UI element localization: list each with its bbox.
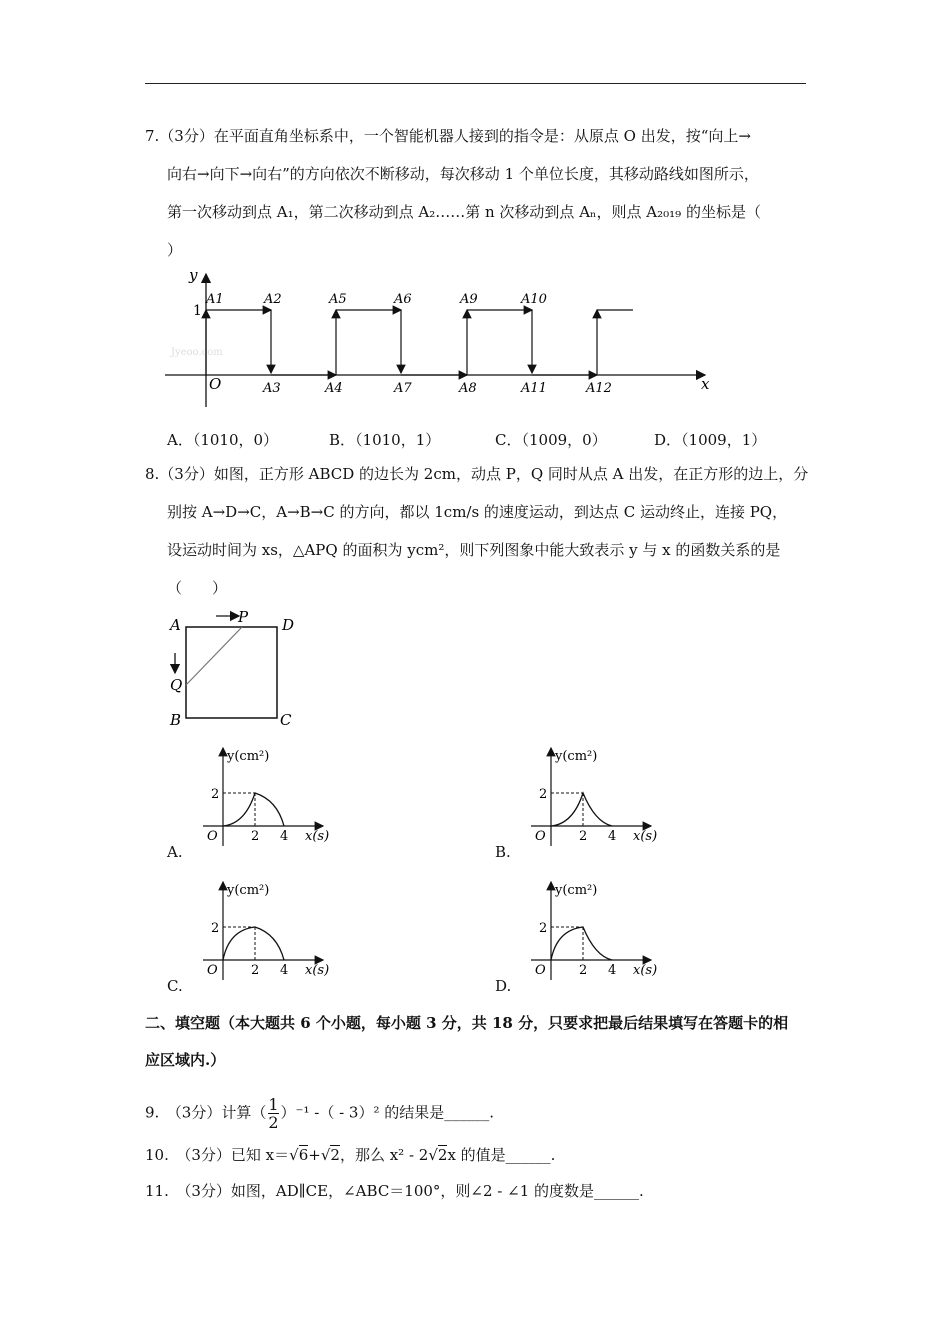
graph-xlabel: x(s): [305, 963, 330, 978]
square-label-p: P: [238, 608, 249, 626]
q7-origin-label: O: [209, 375, 222, 393]
graph-tick-4: 4: [608, 963, 617, 978]
square-label-d: D: [282, 616, 295, 634]
q10-suffix: x 的值是______.: [447, 1146, 556, 1164]
q10-plus: +: [308, 1146, 321, 1164]
graph-origin: O: [535, 963, 546, 978]
q7-point-label: A4: [325, 381, 343, 396]
q8-graph-d: [523, 876, 663, 986]
q7-option-a[interactable]: A．（1010，0）: [167, 431, 279, 449]
q7-robot-path-figure: [165, 262, 725, 412]
graph-tick-4: 4: [608, 829, 617, 844]
graph-xlabel: x(s): [633, 963, 658, 978]
radical-icon: √: [289, 1146, 299, 1164]
graph-tick-2: 2: [579, 963, 588, 978]
square-label-c: C: [280, 711, 292, 729]
graph-tick-4: 4: [280, 829, 289, 844]
q7-point-label: A10: [521, 292, 547, 307]
q8-text-line-3: 设运动时间为 xs，△APQ 的面积为 ycm²，则下列图象中能大致表示 y 与 x 的函数关系的是: [167, 541, 781, 559]
section2-heading-line-2: 应区域内.）: [145, 1051, 226, 1069]
q9-denominator: 2: [268, 1113, 279, 1132]
q10-text: [145, 1145, 555, 1165]
q7-point-label: A2: [264, 292, 282, 307]
q8-text-line-2: 别按 A→D→C，A→B→C 的方向，都以 1cm/s 的速度运动，到达点 C 运动终止，连接 PQ，: [167, 503, 788, 521]
graph-ytick: 2: [539, 787, 548, 802]
q10-mid: ，那么 x² - 2: [339, 1146, 429, 1164]
graph-origin: O: [207, 829, 218, 844]
graph-ylabel: y(cm²): [555, 749, 598, 764]
q11-text: 11. （3分）如图，AD∥CE，∠ABC＝100°，则∠2 - ∠1 的度数是______.: [145, 1182, 644, 1200]
q7-point-label: A12: [586, 381, 612, 396]
q8-text-line-4: （ ）: [167, 579, 228, 597]
graph-origin: O: [207, 963, 218, 978]
q7-point-label: A8: [459, 381, 477, 396]
header-rule: [145, 83, 806, 84]
q10-radicand-2b: 2: [437, 1146, 448, 1164]
section2-heading-line-1: 二、填空题（本大题共 6 个小题，每小题 3 分，共 18 分，只要求把最后结果填写在答题卡的相: [145, 1014, 789, 1032]
q7-point-label: A6: [394, 292, 412, 307]
q7-point-label: A7: [394, 381, 412, 396]
q8-graph-b: [523, 742, 663, 852]
q8-option-c[interactable]: C.: [167, 977, 183, 995]
q8-option-a[interactable]: A.: [167, 843, 183, 861]
q7-one-label: 1: [193, 303, 202, 319]
graph-ylabel: y(cm²): [555, 883, 598, 898]
q8-square-figure: [165, 605, 325, 730]
q7-x-label: x: [701, 375, 710, 393]
graph-xlabel: x(s): [633, 829, 658, 844]
q10-radicand-2: 2: [330, 1146, 340, 1164]
q7-point-label: A1: [206, 292, 224, 307]
q7-text-line-3: 第一次移动到点 A₁，第二次移动到点 A₂……第 n 次移动到点 Aₙ，则点 A₂₀₁₉ 的坐标是（: [167, 203, 761, 221]
q7-text-line-4: ）: [167, 241, 183, 259]
q9-fraction: [268, 1096, 278, 1131]
square-label-a: A: [170, 616, 181, 634]
graph-tick-2: 2: [251, 963, 260, 978]
graph-ytick: 2: [211, 787, 220, 802]
graph-tick-4: 4: [280, 963, 289, 978]
q7-option-d[interactable]: D．（1009，1）: [654, 431, 767, 449]
graph-tick-2: 2: [579, 829, 588, 844]
q7-point-label: A3: [263, 381, 281, 396]
q7-y-label: y: [189, 266, 198, 284]
q9-prefix: 9. （3分）计算（: [145, 1103, 267, 1122]
graph-origin: O: [535, 829, 546, 844]
graph-ylabel: y(cm²): [227, 883, 270, 898]
q9-numerator: 1: [268, 1095, 279, 1114]
q8-option-d[interactable]: D.: [495, 977, 512, 995]
q7-watermark: Jyeoo.com: [171, 347, 223, 358]
graph-tick-2: 2: [251, 829, 260, 844]
q10-radicand-6: 6: [298, 1146, 309, 1164]
q7-option-c[interactable]: C．（1009，0）: [495, 431, 607, 449]
q9-suffix: ）⁻¹ -（ - 3）² 的结果是______.: [280, 1103, 495, 1122]
square-label-b: B: [170, 711, 182, 729]
square-label-q: Q: [170, 676, 183, 694]
q8-graph-a: [195, 742, 335, 852]
q8-graph-c: [195, 876, 335, 986]
q7-point-label: A5: [329, 292, 347, 307]
q8-text-line-1: 8.（3分）如图，正方形 ABCD 的边长为 2cm，动点 P，Q 同时从点 A 出发，在正方形的边上，分: [145, 465, 809, 483]
radical-icon: √: [428, 1146, 438, 1164]
q9-text: [145, 1096, 494, 1131]
q7-point-label: A9: [460, 292, 478, 307]
graph-ylabel: y(cm²): [227, 749, 270, 764]
q7-text-line-1: 7.（3分）在平面直角坐标系中，一个智能机器人接到的指令是：从原点 O 出发，按“向上→: [145, 127, 751, 145]
q7-point-label: A11: [521, 381, 547, 396]
graph-ytick: 2: [539, 921, 548, 936]
q10-prefix: 10. （3分）已知 x＝: [145, 1146, 290, 1164]
radical-icon: √: [320, 1146, 331, 1164]
q7-option-b[interactable]: B．（1010，1）: [329, 431, 441, 449]
graph-xlabel: x(s): [305, 829, 330, 844]
q7-text-line-2: 向右→向下→向右”的方向依次不断移动，每次移动 1 个单位长度，其移动路线如图所示，: [167, 165, 759, 183]
graph-ytick: 2: [211, 921, 220, 936]
q8-option-b[interactable]: B.: [495, 843, 511, 861]
